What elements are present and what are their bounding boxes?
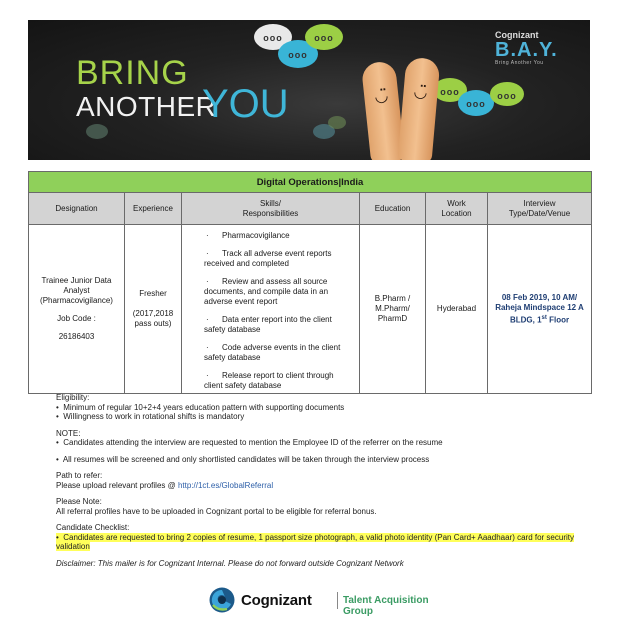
bay-logo [495, 30, 585, 66]
promo-banner [28, 20, 590, 160]
banner-line-another: ANOTHER [76, 91, 217, 122]
cell-location: Hyderabad [426, 225, 488, 394]
list-item: • All resumes will be screened and only shortlisted candidates will be taken through the interview process [56, 454, 430, 464]
finger-face-right: ◡̈ [398, 57, 441, 160]
cell-education: B.Pharm / M.Pharm/ PharmD [360, 225, 426, 394]
table-title-row [29, 172, 592, 193]
header-designation: Designation [29, 193, 125, 225]
list-item: • Candidates attending the interview are requested to mention the Employee ID of the referrer on the resume [56, 438, 443, 447]
speech-bubble-icon: ooo [278, 40, 318, 68]
job-code-label: Job Code : [57, 314, 96, 323]
referral-link[interactable]: http://1ct.es/GlobalReferral [177, 480, 274, 490]
speech-bubble-icon [328, 116, 346, 129]
please-note-text: All referral profiles have to be uploaded in Cognizant portal to be eligible for referral bonus. [56, 506, 377, 516]
skill-item: · Track all adverse event reports received and completed [204, 249, 332, 268]
talent-acquisition-label: Talent Acquisition Group [343, 595, 429, 617]
notes-section [56, 393, 576, 568]
bay-logo-title: B.A.Y. [495, 39, 558, 61]
header-education: Education [360, 193, 426, 225]
path-title: Path to refer: [56, 471, 103, 480]
list-item: • Minimum of regular 10+2+4 years education pattern with supporting documents [56, 402, 345, 412]
cell-skills [182, 225, 360, 394]
skill-item: · Release report to client through client safety database [204, 371, 334, 390]
bay-logo-brand: Cognizant [495, 30, 539, 40]
cell-experience: Fresher (2017,2018 pass outs) [125, 225, 182, 394]
checklist-text: • Candidates are requested to bring 2 copies of resume, 1 passport size photograph, a valid photo identity (Pan Card+ Aaadhaar) card for security validation [56, 532, 574, 551]
checklist-title: Candidate Checklist: [56, 523, 130, 532]
table-row [29, 225, 592, 394]
banner-line-bring: BRING [76, 54, 189, 92]
job-table [28, 171, 592, 394]
list-item: • Willingness to work in rotational shifts is mandatory [56, 412, 245, 421]
cognizant-logo-icon [209, 587, 235, 613]
cell-designation: Trainee Junior Data Analyst (Pharmacovigilance) Job Code : 26186403 [29, 225, 125, 394]
header-skills: Skills/ Responsibilities [182, 193, 360, 225]
table-header-row [29, 193, 592, 225]
skill-item: · Pharmacovigilance [206, 231, 290, 240]
footer-divider [337, 592, 338, 609]
speech-bubble-icon [86, 124, 108, 139]
header-location: Work Location [426, 193, 488, 225]
header-experience: Experience [125, 193, 182, 225]
skill-item: · Review and assess all source documents, and compile data in an adverse event report [204, 277, 329, 306]
path-text: Please upload relevant profiles @ http://1ct.es/GlobalReferral [56, 480, 274, 490]
disclaimer: Disclaimer: This mailer is for Cognizant Internal. Please do not forward outside Cognizant Network [56, 558, 404, 568]
finger-face-left: ◡̈ [361, 60, 405, 160]
please-note-title: Please Note: [56, 497, 102, 506]
cell-venue: 08 Feb 2019, 10 AM/ Raheja Mindspace 12 A BLDG, 1st Floor [488, 225, 592, 394]
cognizant-wordmark: Cognizant [241, 592, 312, 609]
eligibility-title: Eligibility: [56, 393, 90, 402]
cognizant-footer-logo [209, 586, 429, 617]
banner-line-you: YOU [202, 82, 289, 126]
speech-bubble-icon: ooo [433, 78, 467, 102]
speech-bubble-icon: ooo [254, 24, 292, 50]
speech-bubble-icon: ooo [305, 24, 343, 50]
speech-bubble-icon: ooo [490, 82, 524, 106]
skill-item: · Data enter report into the client safety database [204, 315, 332, 334]
table-title: Digital Operations|India [29, 172, 592, 193]
skill-item: · Code adverse events in the client safety database [204, 343, 341, 362]
job-table-wrapper [28, 171, 591, 394]
bay-logo-tagline: Bring Another You [495, 60, 544, 66]
header-venue: Interview Type/Date/Venue [488, 193, 592, 225]
speech-bubble-icon: ooo [458, 90, 494, 116]
job-code: 26186403 [58, 332, 95, 341]
note-title: NOTE: [56, 428, 81, 438]
